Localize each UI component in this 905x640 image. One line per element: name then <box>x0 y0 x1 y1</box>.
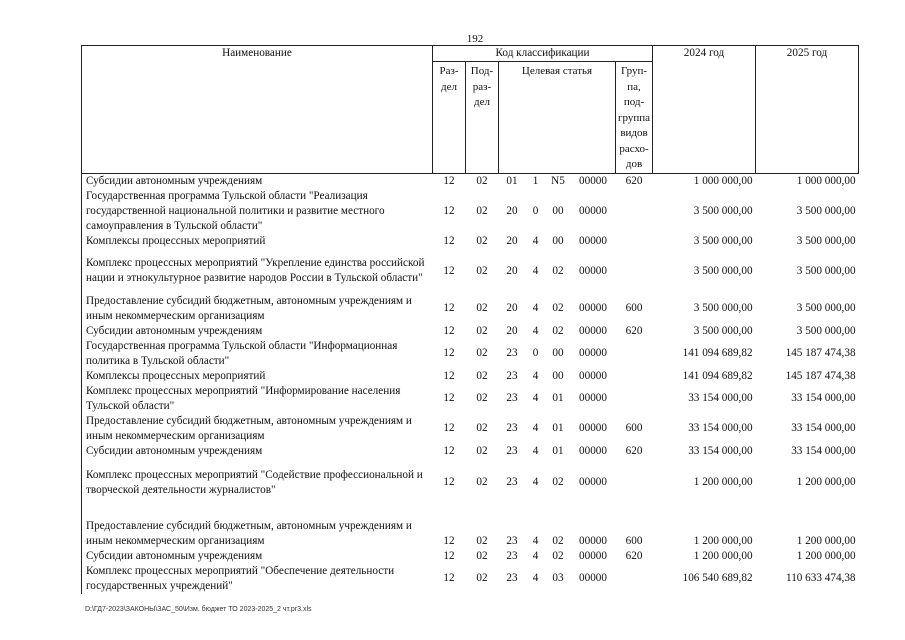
table-row: Субсидии автономным учреждениям 12 02 23 4 02 00000 620 1 200 000,00 1 200 000,00 <box>86 549 856 562</box>
table-row: Комплексы процессных мероприятий 12 02 23 4 00 00000 141 094 689,82 145 187 474,38 <box>86 369 856 382</box>
table-row: Субсидии автономным учреждениям 12 02 20 4 02 00000 620 3 500 000,00 3 500 000,00 <box>86 324 856 337</box>
table-body <box>82 173 859 594</box>
header-2024: 2024 год <box>653 46 756 174</box>
header-2025: 2025 год <box>756 46 859 174</box>
table-row: Комплекс процессных мероприятий "Укрепление единства российской нации и этнокультурное развитие народов России в Тульской области" 12 02 20 4 02 00000 3 500 000,00 3 500 000,00 <box>86 257 856 284</box>
table-row: Предоставление субсидий бюджетным, автономным учреждениям и иным некоммерческим организациям 12 02 23 4 02 00000 600 1 200 000,00 1 200 000,00 <box>86 519 856 547</box>
table-row: Субсидии автономным учреждениям 12 02 01 1 N5 00000 620 1 000 000,00 1 000 000,00 <box>86 174 856 187</box>
table-row: Субсидии автономным учреждениям 12 02 23 4 01 00000 620 33 154 000,00 33 154 000,00 <box>86 444 856 457</box>
table-row: Комплекс процессных мероприятий "Информирование населения Тульской области" 12 02 23 4 01 00000 33 154 000,00 33 154 000,00 <box>86 384 856 412</box>
header-name: Наименование <box>82 46 433 174</box>
table-row: Комплекс процессных мероприятий "Обеспечение деятельности государственных учреждений" 12 02 23 4 03 00000 106 540 689,82 110 633 474,38 <box>86 564 856 592</box>
table-row: Государственная программа Тульской области "Реализация государственной национальной политики и развитие местного самоуправления в Тульской области" 12 02 20 0 00 00000 3 500 000,00 3 500 000,00 <box>86 189 856 232</box>
table-row: Предоставление субсидий бюджетным, автономным учреждениям и иным некоммерческим организациям 12 02 23 4 01 00000 600 33 154 000,00 33 154 000,00 <box>86 414 856 442</box>
table-row: Государственная программа Тульской области "Информационная политика в Тульской области" 12 02 23 0 00 00000 141 094 689,82 145 187 474,38 <box>86 339 856 367</box>
header-razdel: Раз- дел <box>433 62 466 174</box>
header-code: Код классификации <box>433 46 653 62</box>
table-row: Предоставление субсидий бюджетным, автономным учреждениям и иным некоммерческим организациям 12 02 20 4 02 00000 600 3 500 000,00 3 500 000,00 <box>86 294 856 322</box>
file-path-footer: D:\ГД7-2023\ЗАКОНЫ\ЗАС_50\Изм. бюджет ТО 2023-2025_2 чт.pr3.xls <box>85 606 312 613</box>
header-group: Груп- па, под- группа видов расхо- дов <box>616 62 653 174</box>
header-target: Целевая статья <box>499 62 616 174</box>
table-row: Комплекс процессных мероприятий "Содействие профессиональной и творческой деятельности журналистов" 12 02 23 4 02 00000 1 200 000,00 1 200 000,00 <box>86 468 856 496</box>
page-number: 192 <box>466 33 484 45</box>
header-podrazdel: Под- раз- дел <box>466 62 499 174</box>
budget-table <box>81 45 859 594</box>
table-row: Комплексы процессных мероприятий 12 02 20 4 00 00000 3 500 000,00 3 500 000,00 <box>86 234 856 247</box>
